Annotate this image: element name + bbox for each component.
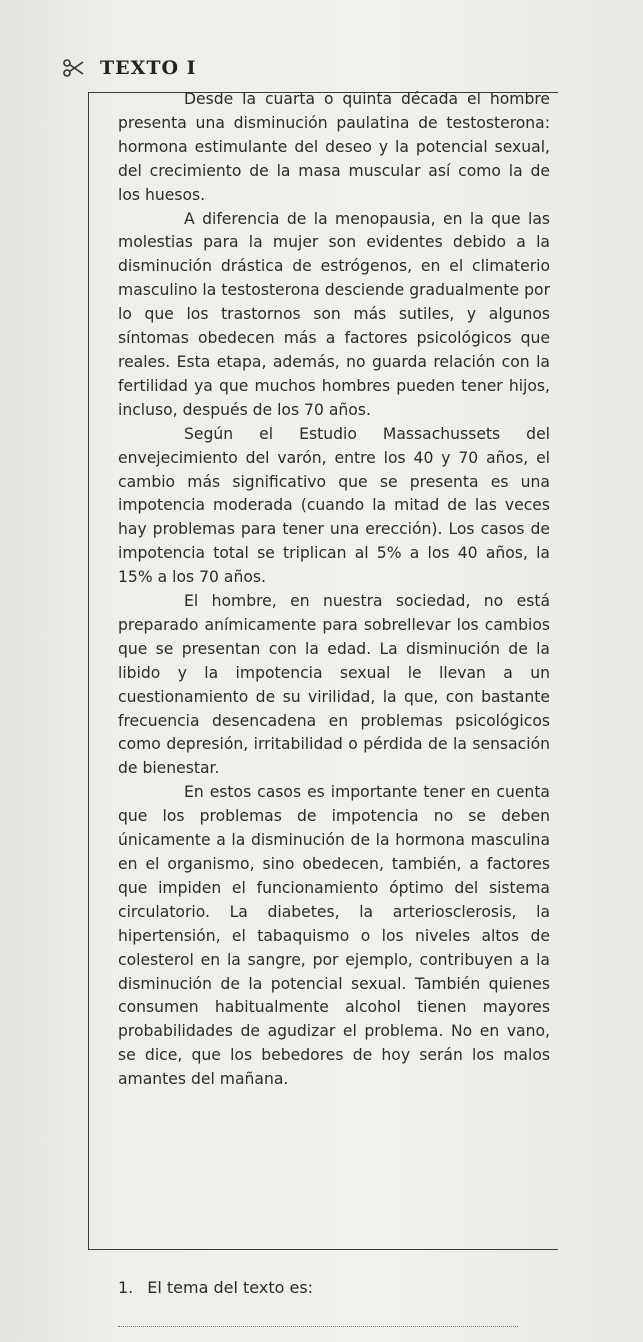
paragraph: En estos casos es importante tener en cuenta que los problemas de impotencia no se deben únicamente a la disminución de la hormona masculina en el organismo, sino obedecen, también, a factores que impiden el funcionamiento óptimo del sistema circulatorio. La diabetes, la arteriosclerosis, la hipertensión, el tabaquismo o los niveles altos de colesterol en la sangre, por ejemplo, contribuyen a la disminución de la potencial sexual. También quienes consumen habitualmente alcohol tienen mayores probabilidades de agudizar el problema. No en vano, se dice, que los bebedores de hoy serán los malos amantes del mañana.	[118, 783, 550, 1089]
scissors-icon	[62, 56, 86, 80]
paragraph: Según el Estudio Massachussets del envejecimiento del varón, entre los 40 y 70 años, el cambio más significativo que se presenta es una impotencia moderada (cuando la mitad de las veces hay problemas para tener una erección). Los casos de impotencia total se triplican al 5% a los 40 años, la 15% a los 70 años.	[118, 424, 550, 587]
question-1	[118, 1278, 313, 1297]
section-header	[62, 54, 197, 82]
question-text: El tema del texto es:	[147, 1278, 314, 1297]
paragraph: A diferencia de la menopausia, en la que las molestias para la mujer son evidentes debido a la disminución drástica de estrógenos, en el climaterio masculino la testosterona desciende gradualmente por lo que los trastornos son más sutiles, y algunos síntomas obedecen más a factores psicológicos que reales. Esta etapa, además, no guarda relación con la fertilidad ya que muchos hombres pueden tener hijos, incluso, después de los 70 años.	[118, 209, 550, 419]
section-title: TEXTO I	[100, 57, 197, 79]
paragraph: Desde la cuarta o quinta década el hombre presenta una disminución paulatina de testosterona: hormona estimulante del deseo y la potencial sexual, del crecimiento de la masa muscular así como la de los huesos.	[118, 90, 550, 204]
paragraph: El hombre, en nuestra sociedad, no está preparado anímicamente para sobrellevar los cambios que se presentan con la edad. La disminución de la libido y la impotencia sexual le llevan a un cuestionamiento de su virilidad, la que, con bastante frecuencia desencadena en problemas psicológicos como depresión, irritabilidad o pérdida de la sensación de bienestar.	[118, 592, 550, 778]
answer-line[interactable]	[118, 1326, 518, 1327]
question-number: 1.	[118, 1278, 134, 1297]
reading-text	[118, 88, 550, 1092]
